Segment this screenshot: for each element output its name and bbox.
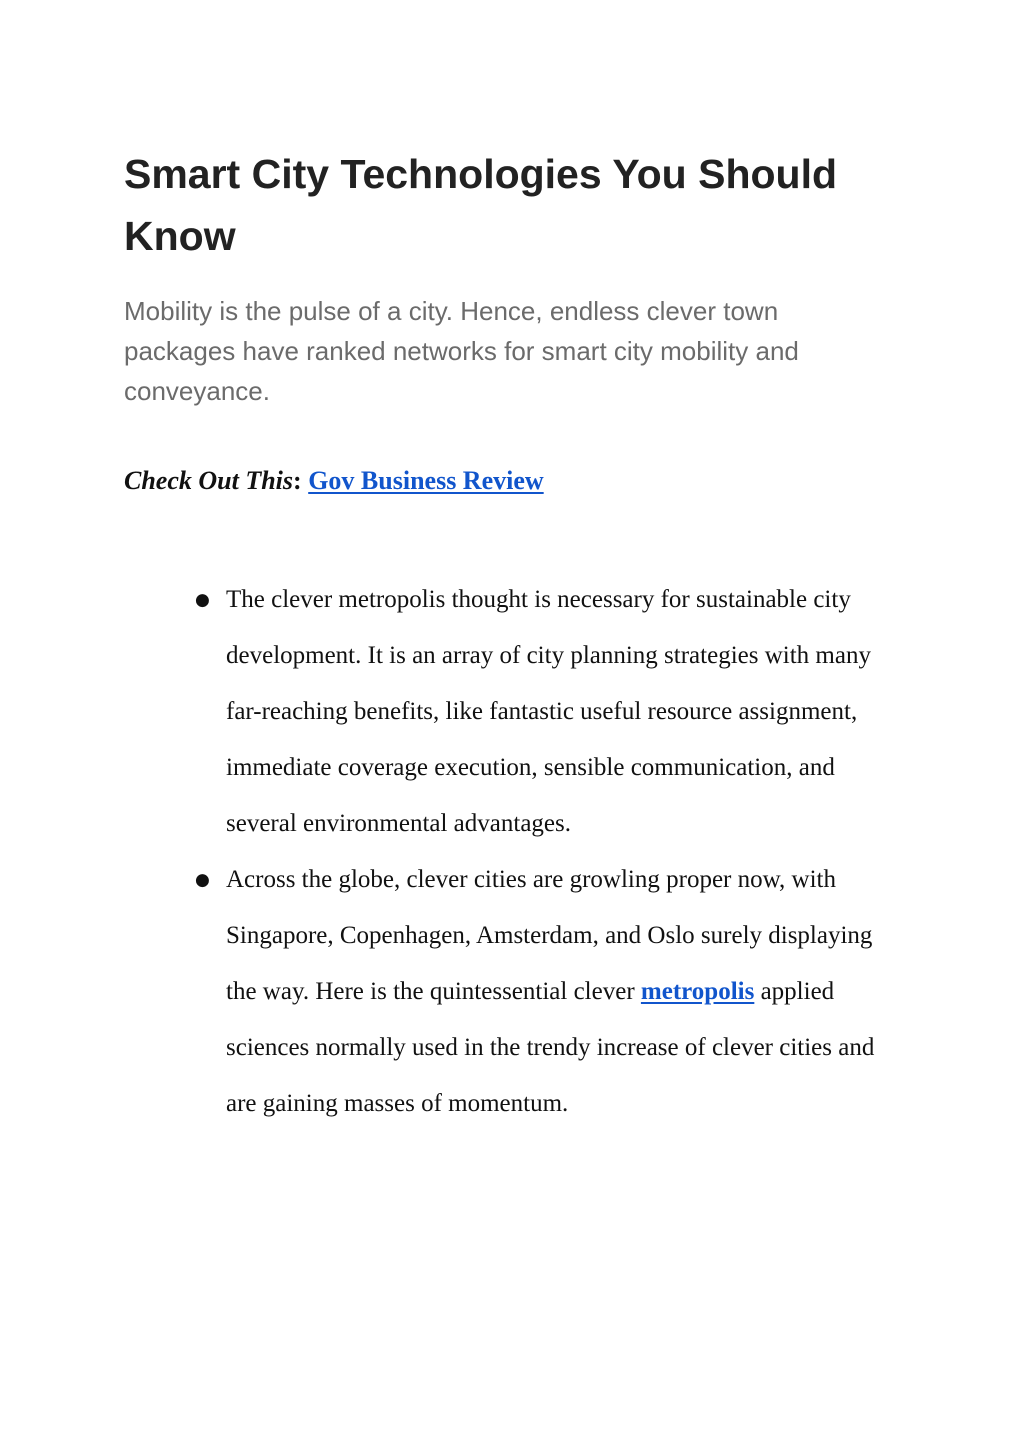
bullet-text: The clever metropolis thought is necessary for sustainable city development. It is an array of city planning strategies with many far-reaching benefits, like fantastic useful resource assignment, immediate coverage execution, sensible communication, and several environmental advantages. [226, 586, 871, 837]
list-item [195, 852, 895, 1132]
bullet-icon: ● [195, 590, 210, 610]
check-out-line [124, 463, 544, 499]
bullet-list [195, 572, 895, 1132]
metropolis-link[interactable]: metropolis [640, 978, 755, 1005]
check-out-label: Check Out This [124, 466, 294, 495]
bullet-text-before: Across the globe, clever cities are growling proper now, with Singapore, Copenhagen, Amsterdam, and Oslo surely displaying the way. Here is the quintessential clever [226, 866, 873, 1005]
bullet-icon: ● [195, 870, 210, 890]
gov-business-review-link[interactable]: Gov Business Review [308, 466, 544, 495]
bullet-text-after: applied sciences normally used in the trendy increase of clever cities and are gaining masses of momentum. [226, 978, 875, 1117]
intro-paragraph: Mobility is the pulse of a city. Hence, endless clever town packages have ranked networks for smart city mobility and conveyance. [124, 296, 799, 406]
list-item [195, 572, 895, 852]
check-out-colon: : [293, 466, 302, 495]
page-title: Smart City Technologies You Should Know [124, 151, 838, 259]
